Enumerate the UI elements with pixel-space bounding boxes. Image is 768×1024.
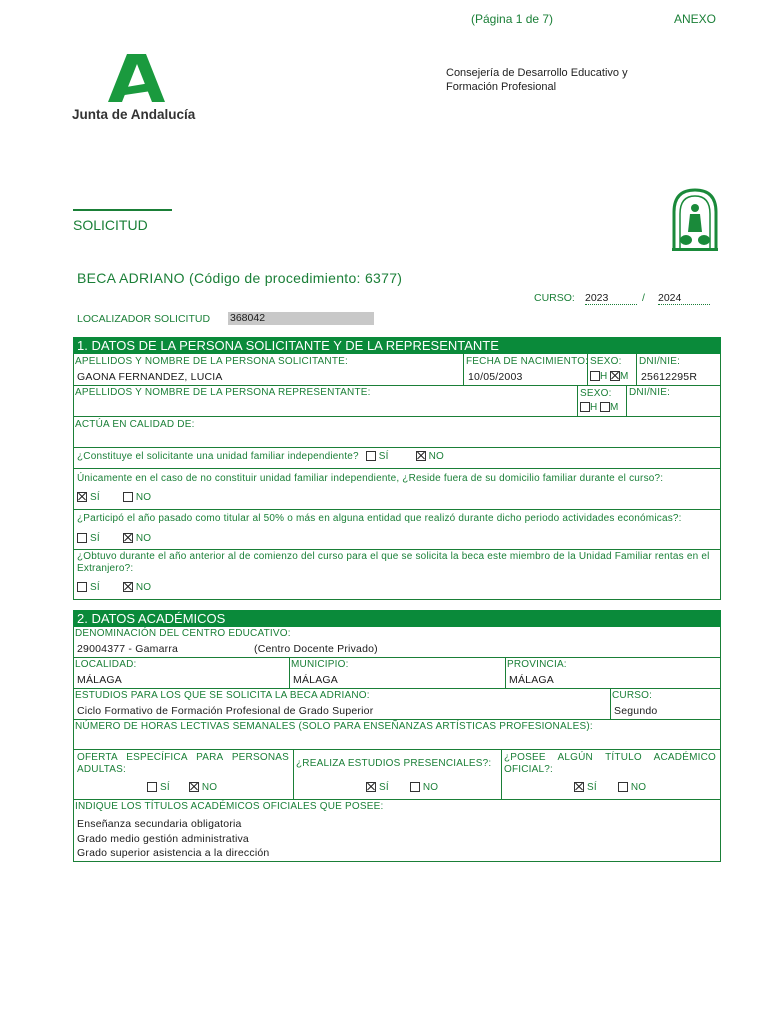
q2-no-checkbox[interactable] <box>123 492 133 502</box>
anexo-label: ANEXO <box>674 12 717 26</box>
estudios-value: Ciclo Formativo de Formación Profesional de Grado Superior <box>77 705 374 717</box>
q3-si-checkbox[interactable] <box>77 533 87 543</box>
curso2-value: Segundo <box>614 705 658 717</box>
sexo-m-checkbox[interactable] <box>610 371 620 381</box>
titulos-list <box>77 817 269 861</box>
sexo-options <box>590 371 628 382</box>
estudios-label: ESTUDIOS PARA LOS QUE SE SOLICITA LA BECA ADRIANO: <box>75 690 370 701</box>
sexo-h-label: H <box>600 371 608 382</box>
presenciales-label: ¿REALIZA ESTUDIOS PRESENCIALES?: <box>296 758 492 769</box>
localidad-label: LOCALIDAD: <box>75 659 137 670</box>
actua-label: ACTÚA EN CALIDAD DE: <box>75 419 195 430</box>
q4-si-checkbox[interactable] <box>77 582 87 592</box>
titulo-label: ¿POSEE ALGÚN TÍTULO ACADÉMICO OFICIAL?: <box>504 752 716 775</box>
curso-separator: / <box>642 292 645 304</box>
q3-no-label: NO <box>135 533 152 544</box>
andalucia-emblem-icon <box>670 186 720 252</box>
divider <box>610 689 611 720</box>
centro-tipo: (Centro Docente Privado) <box>254 643 378 655</box>
q2-si-label: SÍ <box>89 492 100 503</box>
logo-text: Junta de Andalucía <box>72 107 196 122</box>
q4-no-label: NO <box>135 582 152 593</box>
centro-label: DENOMINACIÓN DEL CENTRO EDUCATIVO: <box>75 628 291 639</box>
titulo-si-label: SÍ <box>586 782 597 793</box>
municipio-label: MUNICIPIO: <box>291 659 349 670</box>
titulo-no-label: NO <box>630 782 647 793</box>
solicitud-title: SOLICITUD <box>73 217 148 233</box>
curso-from: 2023 <box>585 292 637 305</box>
curso2-label: CURSO: <box>612 690 653 701</box>
municipio-value: MÁLAGA <box>293 674 338 686</box>
sexo-label: SEXO: <box>590 356 622 367</box>
junta-logo <box>72 52 202 124</box>
q1-no-label: NO <box>428 451 445 462</box>
q2-si-checkbox[interactable] <box>77 492 87 502</box>
divider <box>505 658 506 689</box>
oferta-no-checkbox[interactable] <box>189 782 199 792</box>
sexo2-m-checkbox[interactable] <box>600 402 610 412</box>
curso-to: 2024 <box>658 292 710 305</box>
q1-no-checkbox[interactable] <box>416 451 426 461</box>
q3-label: ¿Participó el año pasado como titular al 50% o más en alguna entidad que realizó durante dicho periodo actividades económicas?: <box>77 513 682 524</box>
q4-label: ¿Obtuvo durante el año anterior al de comienzo del curso para el que se solicita la beca este miembro de la Unidad Familiar rentas en el Extranjero?: <box>77 551 710 574</box>
divider <box>289 658 290 689</box>
horas-label: NÚMERO DE HORAS LECTIVAS SEMANALES (SOLO PARA ENSEÑANZAS ARTÍSTICAS PROFESIONALES): <box>75 721 593 732</box>
representante-label: APELLIDOS Y NOMBRE DE LA PERSONA REPRESENTANTE: <box>75 387 371 398</box>
dni-label: DNI/NIE: <box>639 356 681 367</box>
presenciales-no-label: NO <box>422 782 439 793</box>
oferta-no-label: NO <box>201 782 218 793</box>
sexo2-h-label: H <box>590 402 598 413</box>
oferta-options <box>147 782 217 793</box>
localizador-value: 368042 <box>228 312 374 325</box>
titulo-item: Grado superior asistencia a la dirección <box>77 847 270 859</box>
oferta-si-checkbox[interactable] <box>147 782 157 792</box>
divider <box>501 750 502 800</box>
sexo-m-label: M <box>620 371 629 382</box>
divider <box>463 354 464 386</box>
q2-options <box>77 492 151 503</box>
centro-code: 29004377 - Gamarra <box>77 643 179 655</box>
row-localidad <box>73 658 721 689</box>
fecha-value: 10/05/2003 <box>468 371 523 383</box>
divider <box>577 386 578 417</box>
consejeria-line1: Consejería de Desarrollo Educativo y <box>446 67 628 79</box>
q2-label: Únicamente en el caso de no constituir unidad familiar independiente, ¿Reside fuera de su domicilio familiar durante el curso?: <box>77 473 664 484</box>
q3-si-label: SÍ <box>89 533 100 544</box>
titulo-item: Grado medio gestión administrativa <box>77 832 249 845</box>
beca-title: BECA ADRIANO (Código de procedimiento: 6377) <box>77 270 403 286</box>
divider <box>293 750 294 800</box>
provincia-label: PROVINCIA: <box>507 659 567 670</box>
q1-si-label: SÍ <box>378 451 389 462</box>
titulo-no-checkbox[interactable] <box>618 782 628 792</box>
q1-label: ¿Constituye el solicitante una unidad familiar independiente? <box>77 451 359 462</box>
junta-logo-mark-icon <box>72 52 202 106</box>
provincia-value: MÁLAGA <box>509 674 554 686</box>
solicitante-label: APELLIDOS Y NOMBRE DE LA PERSONA SOLICITANTE: <box>75 356 348 367</box>
sexo-h-checkbox[interactable] <box>590 371 600 381</box>
fecha-label: FECHA DE NACIMIENTO: <box>466 356 589 367</box>
divider <box>626 386 627 417</box>
localizador-label: LOCALIZADOR SOLICITUD <box>77 313 211 325</box>
q1-si-checkbox[interactable] <box>366 451 376 461</box>
presenciales-options <box>366 782 438 793</box>
q1-text <box>77 451 444 462</box>
curso-label: CURSO: <box>534 292 575 304</box>
consejeria-line2: Formación Profesional <box>446 81 557 93</box>
page-number: (Página 1 de 7) <box>471 12 554 26</box>
q4-options <box>77 582 151 593</box>
oferta-label: OFERTA ESPECÍFICA PARA PERSONAS ADULTAS: <box>77 752 289 775</box>
oferta-si-label: SÍ <box>159 782 170 793</box>
q3-no-checkbox[interactable] <box>123 533 133 543</box>
solicitante-value: GAONA FERNANDEZ, LUCIA <box>77 371 223 383</box>
sexo2-options <box>580 402 618 413</box>
presenciales-no-checkbox[interactable] <box>410 782 420 792</box>
sexo2-m-label: M <box>610 402 619 413</box>
section1-header: 1. DATOS DE LA PERSONA SOLICITANTE Y DE LA REPRESENTANTE <box>73 337 721 354</box>
titulo-options <box>574 782 646 793</box>
sexo2-label: SEXO: <box>580 388 612 399</box>
solicitud-rule <box>73 209 172 211</box>
q4-si-label: SÍ <box>89 582 100 593</box>
dni-value: 25612295R <box>641 371 698 383</box>
divider <box>636 354 637 386</box>
presenciales-si-checkbox[interactable] <box>366 782 376 792</box>
sexo2-h-checkbox[interactable] <box>580 402 590 412</box>
q3-options <box>77 533 151 544</box>
titulo-item: Enseñanza secundaria obligatoria <box>77 818 242 830</box>
consejeria-text <box>446 66 628 94</box>
q2-no-label: NO <box>135 492 152 503</box>
localidad-value: MÁLAGA <box>77 674 122 686</box>
titulos-label: INDIQUE LOS TÍTULOS ACADÉMICOS OFICIALES QUE POSEE: <box>75 801 384 812</box>
q4-no-checkbox[interactable] <box>123 582 133 592</box>
titulo-si-checkbox[interactable] <box>574 782 584 792</box>
section2-header: 2. DATOS ACADÉMICOS <box>73 610 721 627</box>
dni2-label: DNI/NIE: <box>629 387 671 398</box>
presenciales-si-label: SÍ <box>378 782 389 793</box>
